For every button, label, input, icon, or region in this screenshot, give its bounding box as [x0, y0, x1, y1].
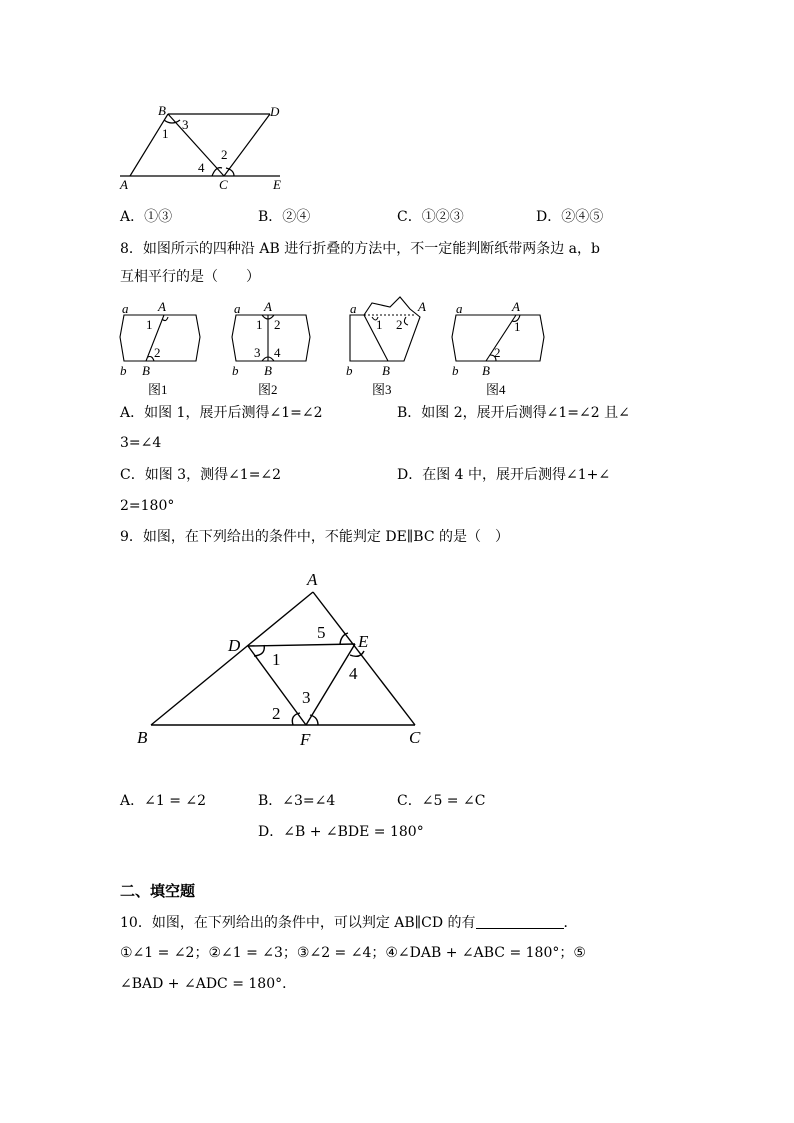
- q8-option-d-cont: 2=180°: [120, 498, 175, 514]
- q7-angle-3: 3: [182, 117, 189, 132]
- q7-option-a[interactable]: A．①③: [120, 209, 173, 225]
- q7-label-A: A: [120, 177, 128, 192]
- q9-option-b[interactable]: B．∠3=∠4: [258, 793, 336, 809]
- fig1-label-A: A: [158, 299, 166, 314]
- q7-option-b[interactable]: B．②④: [258, 209, 311, 225]
- q8-stem-line2: 互相平行的是（ ）: [120, 269, 260, 285]
- q9-stem: 9．如图，在下列给出的条件中，不能判定 DE∥BC 的是（ ）: [120, 529, 509, 545]
- fig1-label-b: b: [120, 363, 127, 378]
- q9-label-F: F: [300, 730, 311, 749]
- q10-answer-blank[interactable]: [476, 914, 564, 929]
- q10-conditions: ①∠1 = ∠2；②∠1 = ∠3；③∠2 = ∠4；④∠DAB + ∠ABC = 180°；⑤: [120, 945, 586, 961]
- fig1-caption: 图1: [148, 382, 168, 397]
- q7-label-D: D: [270, 104, 280, 119]
- fig2-caption: 图2: [258, 382, 278, 397]
- q7-label-E: E: [273, 177, 281, 192]
- fig3-label-b: b: [346, 363, 353, 378]
- q7-figure: [110, 100, 310, 195]
- q9-label-A: A: [307, 570, 318, 589]
- q9-option-d[interactable]: D．∠B + ∠BDE = 180°: [258, 824, 424, 840]
- q10-stem: [120, 914, 578, 932]
- fig4-label-B: B: [482, 363, 490, 378]
- q9-option-c[interactable]: C．∠5 = ∠C: [397, 793, 486, 809]
- fig2-label-A: A: [264, 299, 272, 314]
- q7-angle-4: 4: [198, 160, 205, 175]
- fig3-caption: 图3: [372, 382, 392, 397]
- q9-angle-1: 1: [272, 650, 281, 669]
- q9-angle-5: 5: [317, 623, 326, 642]
- q9-label-E: E: [358, 632, 369, 651]
- q7-option-c[interactable]: C．①②③: [397, 209, 464, 225]
- q10-stem-text: 10．如图，在下列给出的条件中，可以判定 AB∥CD 的有: [120, 915, 476, 931]
- q9-label-D: D: [228, 636, 241, 655]
- fig3-label-B: B: [382, 363, 390, 378]
- fig1-label-B: B: [142, 363, 150, 378]
- fig2-label-B: B: [264, 363, 272, 378]
- q8-option-d[interactable]: D．在图 4 中，展开后测得∠1+∠: [397, 467, 611, 483]
- fig1-label-a: a: [122, 301, 129, 316]
- fig2-label-a: a: [234, 301, 241, 316]
- q8-option-b[interactable]: B．如图 2，展开后测得∠1=∠2 且∠: [397, 405, 630, 421]
- fig1-angle-1: 1: [146, 317, 153, 332]
- fig3-angle-1: 1: [376, 317, 383, 332]
- q8-option-c[interactable]: C．如图 3，测得∠1=∠2: [120, 467, 282, 483]
- q7-option-d[interactable]: D．②④⑤: [536, 209, 604, 225]
- q10-stem-end: ．: [563, 915, 578, 931]
- q9-label-B: B: [137, 728, 148, 747]
- q10-conditions-cont: ∠BAD + ∠ADC = 180°．: [120, 976, 297, 992]
- fig4-label-a: a: [456, 301, 463, 316]
- fig4-label-b: b: [452, 363, 459, 378]
- q8-option-a[interactable]: A．如图 1，展开后测得∠1=∠2: [120, 405, 323, 421]
- q9-label-C: C: [409, 728, 421, 747]
- fig1-angle-2: 2: [154, 345, 161, 360]
- q7-label-B: B: [158, 103, 166, 118]
- section-heading: 二、填空题: [120, 882, 196, 900]
- q9-angle-2: 2: [272, 704, 281, 723]
- fig2-angle-4: 4: [274, 345, 281, 360]
- q9-option-a[interactable]: A．∠1 = ∠2: [120, 793, 207, 809]
- fig4-caption: 图4: [486, 382, 506, 397]
- q7-label-C: C: [219, 177, 228, 192]
- fig4-angle-1: 1: [514, 319, 521, 334]
- q7-angle-2: 2: [221, 147, 228, 162]
- fig3-label-a: a: [350, 301, 357, 316]
- fig4-label-A: A: [512, 299, 520, 314]
- q8-option-b-cont: 3=∠4: [120, 435, 162, 451]
- q8-stem-line1: 8．如图所示的四种沿 AB 进行折叠的方法中，不一定能判断纸带两条边 a，b: [120, 241, 600, 257]
- fig2-label-b: b: [232, 363, 239, 378]
- q7-angle-1: 1: [162, 126, 169, 141]
- fig3-label-A: A: [418, 299, 426, 314]
- fig4-angle-2: 2: [494, 345, 501, 360]
- fig2-angle-1: 1: [256, 317, 263, 332]
- q9-figure: [130, 565, 440, 750]
- fig2-angle-3: 3: [254, 345, 261, 360]
- q9-angle-3: 3: [302, 688, 311, 707]
- q9-angle-4: 4: [349, 664, 358, 683]
- fig3-angle-2: 2: [396, 317, 403, 332]
- q8-figures: [110, 295, 560, 400]
- fig2-angle-2: 2: [274, 317, 281, 332]
